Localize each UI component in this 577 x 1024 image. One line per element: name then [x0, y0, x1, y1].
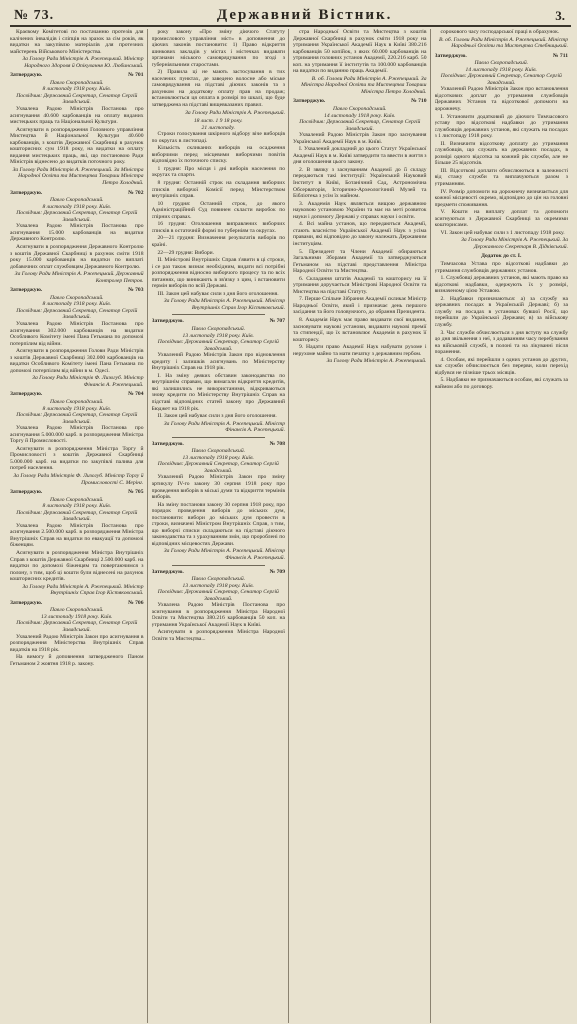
approval-line: 8 листопаду 1918 року. Київ.: [42, 86, 112, 93]
signature-line: За Голову Ради Міністрів А. Ржепецький. Міністр Фінансів А. Ржепецький.: [163, 548, 285, 562]
paragraph: 22—29 грудня: Вибори.: [157, 249, 215, 256]
enactment-number: № 710: [411, 98, 427, 105]
paragraph: II. Закон цей набуває сили з дня його оголошення.: [157, 413, 277, 420]
enactment-header: [152, 441, 286, 448]
signature-line: За Голову Ради Міністрів А. Ржепецький. Міністр Внутрішніх Справ Ігор Кістяковський.: [163, 298, 285, 311]
enactment-header: [10, 391, 144, 398]
approval-line: Посвідчив: Державний Секретар, Сенатор Сергій Завадський.: [16, 412, 138, 425]
enactment-number: № 708: [269, 440, 285, 447]
column-1: [10, 29, 148, 1023]
paragraph: Ухвалений Радою Міністрів Закон про асигнування в розпорядження Міністерства Внутрішніх Справ видатків на 1918 рік.: [10, 633, 144, 653]
approval-label: Затверджую.: [10, 599, 43, 606]
enactment-header: [10, 600, 144, 607]
enactment-number: № 709: [269, 568, 285, 575]
paragraph: Асигнувати в розпорядження Державного Контролю з коштів Державної Скарбниці в рахунок сміти 1918 року 15.000 карбованців на видатки по виплаті добавочних оплат службовцям Державного Контролю.: [10, 243, 144, 270]
paragraph: Асигнувати в розпорядження Міністра Внутрішніх Справ з коштів Державної Скарбниці 2.500.000 карб. на видатки по допомозі біженцям та повертаючимся з полону, з тим, щоб ці кошти були віднесені на рахунок кошторисних кредитів.: [10, 550, 144, 583]
paragraph: 20—21 грудня: Визначення результатів виборів по країні.: [151, 235, 285, 248]
article-columns: [10, 29, 571, 1023]
approval-line: Павло Скоропадський.: [191, 325, 246, 332]
paragraph: VI. Закон цей набуває сили з 1 листопаду 1918 року.: [440, 229, 565, 236]
paragraph: Ухвалений Радою Міністрів Закон про встановлення відсоткових доплат до утримання службовців Державних Установ та відсоткової допомоги на дорожнечу.: [434, 86, 568, 113]
paragraph: Краєвому Комітетові по постачанню протезів для калічених інвалідів і сліпців на зразок за сім років, як видатки на закупівлю матеріалів для протезних майстерень Військового Міністерства.: [10, 29, 144, 55]
approval-line: Павло Скоропадський.: [49, 398, 104, 405]
enactment-number: № 701: [128, 72, 144, 79]
enactment-number: № 711: [552, 52, 568, 59]
paragraph: 16 грудня: Оголошення виправлених виборчих списків в остаточній формі по губерніям та округах.: [151, 221, 285, 234]
signature-line: За Голову Ради Міністрів А. Ржепецький. За Міністра Народної Освіти та Мистецтва Товариш Міністра Петро Холодний.: [12, 166, 144, 187]
paragraph: Ухвалений Радою Міністрів Закон про заснування Української Академії Наук в м. Київі.: [293, 132, 427, 145]
approval-line: Павло Скоропадський.: [191, 448, 246, 455]
paragraph: 5. Президент та Члени Академії обираються Загальними Зборами Академії та затверджуються Гетьманом на підставі представлення Міністра Народної Освіти та Мистецтва.: [293, 248, 427, 275]
paragraph: 3. Академія Наук являється вищою державною науковою установою України та має на меті розвиток науки і допомогу Державі у справах науки і освіти.: [293, 200, 427, 220]
approval-line: 13 листопаду 1918 року. Київ.: [182, 332, 254, 339]
signature-line: В. об. Голови Ради Міністрів А. Ржепецький. За Міністра Народної Освіти та Мистецтва Товариш Міністра Петро Холодний.: [301, 75, 427, 95]
enactment-header: [435, 53, 569, 60]
masthead: [10, 4, 571, 27]
approval-line: Посвідчив: Державний Секретар, Сенатор Сергій Завадський.: [440, 73, 562, 86]
approval-line: Посвідчив: Державний Секретар, Сенатор Сергій Завадський.: [16, 620, 138, 634]
approval-line: Павло Скоропадський.: [49, 294, 104, 301]
paragraph: I. На зміну деяких обставин законодавства по внутрішнім справам, що вимагали відкриття кредитів, які залишились не використаними, відкриваються знову кредити по Міністерству Внутрішніх Справ на підставі відповідних статей закону про Державний Бюджет на 1918 рік.: [151, 372, 285, 412]
paragraph: 8. Академія Наук має право видавати свої видання, засновувати наукові установи, видавати наукові премії та стипендії, що їх встановлює Академія в рахунок її кошторису.: [293, 316, 427, 343]
enactment-header: [10, 287, 144, 294]
paragraph: 5. Надбавки не призначаються особам, які служать за наймом або по договору.: [434, 377, 568, 390]
signature-line: За Голову Ради Міністрів Ф. Лизогуб. Міністр Фінансів А. Ржепецький.: [32, 375, 144, 388]
paragraph: Асигнувати в розпорядження Головного управління Мистецтва й Національної Культури 40.600 карбованців, з коштів Державної Скарбниці в рахунок кошторисних сум 1918 року, на видатки на оплату видання мистецьких праць, які, що постановою Ради Міністрів віднесено до видатків поточного року.: [10, 126, 144, 166]
approval-line: Павло Скоропадський.: [332, 106, 387, 113]
newspaper-title: Державний Вістник.: [216, 7, 393, 23]
section-heading: Додаток до ст. I.: [481, 252, 522, 259]
signature-line: В. об. Голови Ради Міністрів А. Ржепецький. Міністр Народньої Освіти та Мистецтва Стебницький.: [438, 36, 568, 50]
enactment-header: [152, 318, 286, 325]
signature-line: За Голову Ради Міністрів А. Ржепецький. Міністр Фінансів А. Ржепецький.: [163, 420, 285, 434]
signature-line: За Голову Ради Міністрів А. Ржепецький. За Державного Секретаря В. Дідківський.: [461, 237, 568, 250]
paragraph: 2. Надбавки призначаються: а) за службу на державних посадах в Українській Державі; б) за службу на посадах в установах бувшої Росії, що перейшли до Української Держави; в) за військову службу.: [434, 295, 568, 328]
page-number: 3.: [555, 8, 565, 23]
paragraph: Ухвалена Радою Міністрів Постанова про асигнування 2.500.000 карб. в розпорядження Міністра Внутрішніх Справ на видатки по евакуації та допомозі біженцям.: [10, 522, 144, 549]
enactment-header: [10, 190, 144, 197]
paragraph: Ухвалений Радою Міністрів Закон про зміну артикулу IV-го закону 30 серпня 1918 року про проведення виборів в міські думи та відкриття термінів виборів.: [151, 474, 285, 501]
approval-line: Посвідчив: Державний Секретар, Сенатор Сергій Завадський.: [16, 509, 138, 523]
paragraph: Асигнувати в розпорядження Голови Ради Міністрів з коштів Державної Скарбниці 302.000 карбованців на видатки Особливого Комітету імені Пана Гетьмана по допомозі потерпілим від війни в м. Одесі.: [10, 348, 144, 374]
approval-line: 13 листопаду 1918 року. Київ.: [41, 613, 113, 620]
approval-label: Затверджую.: [10, 489, 43, 496]
enactment-number: № 705: [128, 489, 144, 496]
approval-label: Затверджую.: [151, 318, 184, 325]
signature-line: За Голову Ради Міністрів А. Ржепецький.: [326, 358, 427, 365]
paragraph: IV. Розмір допомоги на дорожнечу визначається для кожної місцевості окремо, відповідно до цін на головні предмети споживання.: [434, 188, 568, 208]
approval-label: Затверджую.: [10, 391, 43, 398]
approval-line: 14 листопаду 1918 року. Київ.: [465, 66, 537, 73]
approval-line: Посвідчив: Державний Секретар, Сенатор Сергій Завадський.: [157, 461, 279, 474]
signature-line: За Голову Ради Міністрів А. Ржепецький.: [185, 109, 285, 116]
paragraph: III. Відсоткові доплати обчислюються в залежності від стажу служби та виплачуються разом з утриманням.: [434, 167, 568, 188]
approval-line: 18 лист. 1 9 18 року.: [193, 118, 243, 125]
approval-line: 8 листопаду 1918 року. Київ.: [42, 405, 112, 412]
approval-label: Затверджую.: [434, 52, 467, 59]
paragraph: 4. Всі майна установ, що передаються Академії, стають власністю Української Академії Наук з усіма правами, які відповідно до закону належать Державним інституціям.: [293, 221, 427, 247]
approval-line: 8 листопаду 1918 року. Київ.: [42, 503, 112, 510]
approval-line: Посвідчив: Державний Секретар, Сенатор Сергій Завадський.: [16, 210, 138, 223]
section-divider: [172, 565, 266, 566]
paragraph: 8 грудня: Останній строк на складання виборчих списків виборчої Комісії перед Мінстерством внутрішніх справ.: [151, 180, 285, 200]
approval-label: Затверджую.: [151, 568, 184, 575]
paragraph: Строки голосування шкірного відбору віче виборців по округах в листопаді.: [151, 131, 285, 144]
approval-line: 8 листопаду 1918 року. Київ.: [42, 203, 112, 210]
approval-line: 8 листопаду 1918 року. Київ.: [42, 301, 112, 308]
column-3: [293, 29, 431, 1023]
paragraph: Тимчасова Устава про відсоткові надбавки до утримання службовців державних установ.: [434, 261, 568, 274]
paragraph: На вимогу й доповнення затвердженого Паном Гетьманом 2 жовтня 1918 р. закону.: [10, 654, 144, 667]
paragraph: 7. Перше Спільне Зібрання Академії скликає Міністр Народньої Освіти, який і призначає день першого засідання та його головуючого, до обрання Президента.: [293, 296, 427, 316]
paragraph: Ухвалена Радою Міністрів Постанова про асигнування 5.000.000 карб. в розпорядження Міністра Торгу й Промисловості.: [10, 425, 144, 445]
signature-line: За Голову Ради Міністрів А. Ржепецький. Міністр Внутрішніх Справ Ігор Кістяковський.: [22, 583, 144, 597]
signature-line: За Голову Ради Міністрів А. Ржепецький. Міністр Народного Здоровя й Опікування Ю. Любинський.: [22, 56, 144, 69]
paragraph: I. Установити додатковий до діючого Тимчасового уставу про відсоткові надбавки до утримання службовців державних установ, які служать на посадах з 1 листопаду 1918 року.: [434, 113, 568, 140]
issue-number: № 73.: [14, 8, 55, 23]
approval-label: Затверджую.: [151, 440, 184, 447]
paragraph: II. Міністрові Внутрішніх Справ з'явити в ці строки, і се раз також визнає необхідним, видати всі потрібні розпорядження відносно виборчого процесу та по всіх питаннях, що виникають в зв'язку з цим, і встановити термін виборів по всій Державі.: [151, 257, 285, 290]
enactment-number: № 704: [128, 391, 144, 398]
approval-line: Павло Скоропадський.: [49, 197, 104, 204]
paragraph: На зміну постанови закону 30 серпня 1918 року, про порядок проведення виборів до міських дум, постановити: вибори до міських дум провести в строки, визначені Міністром Внутрішніх Справ, з тим, що виборчі списки складаються на підставі діючого законодавства та з урахуванням змін, що пророблені по відповідних місцевостях Держави.: [151, 501, 285, 547]
approval-line: Павло Скоропадський.: [49, 607, 104, 614]
paragraph: 6. Складання штатів Академії та кошторису на її утримання доручається Міністрові Народної Освіти та Мистецтва на підставі Статуту.: [293, 275, 427, 295]
approval-line: Посвідчив: Державний Секретар, Сенатор Сергій Завадський.: [16, 307, 138, 321]
approval-line: Павло Скоропадський.: [474, 60, 529, 67]
approval-line: Павло Скоропадський.: [49, 496, 104, 503]
paragraph: III. Закон цей набуває сили з дня його оголошення.: [157, 290, 279, 297]
paragraph: стра Народньої Освіти та Мистецтва з коштів Державної Скарбниці в рахунок сміти 1918 року на утримання Української Академії Наук в Київі 380.216 карбованців 50 копійок, з яких 60.000 карбованців на утримання головних установ Академії, 220.216 карб. 50 коп. на утримання її інститутів та 100.000 карбованців на видатки по виданню праць Академії.: [293, 29, 427, 75]
column-2: [152, 29, 290, 1023]
paragraph: I. Ухвалений докладний до цього Статут Української Академії Наук в м. Київі затвердити та ввести в життя з дня оголошення цього закону.: [293, 146, 427, 166]
paragraph: 2. В звязку з заснуванням Академії до її складу передаються такі інституції: Український Науковий Інститут в Київі, Ботанічний Сад, Астрономічна Обсерваторія, Історично-Археологічний Музей та Бібліотека з усім їх майном.: [293, 166, 427, 200]
approval-line: Павло Скоропадський.: [49, 79, 104, 86]
enactment-number: № 706: [128, 599, 144, 606]
approval-label: Затверджую.: [10, 189, 43, 196]
section-divider: [172, 437, 266, 438]
enactment-number: № 707: [269, 318, 285, 325]
enactment-number: № 703: [128, 287, 144, 294]
approval-line: 21 листопаду.: [201, 124, 235, 131]
approval-line: 13 листопаду 1918 року. Київ.: [182, 454, 254, 461]
enactment-header: [10, 489, 144, 496]
approval-line: 14 листопаду 1918 року. Київ.: [324, 112, 396, 119]
approval-line: Посвідчив: Державний Секретар, Сенатор Сергій Завадський.: [157, 339, 279, 352]
paragraph: V. Кошти на виплату доплат та допомоги асигнуються з Державної Скарбниці за окремими кошторисами.: [434, 209, 568, 229]
paragraph: 1 грудня: Про місця і дні виборів населення по округах та спарти.: [151, 165, 285, 179]
paragraph: 1. Службовці державних установ, які мають право на відсоткові надбавки, одержують їх у розмірі, визначеному цією Уставою.: [434, 275, 568, 295]
approval-line: Павло Скоропадський.: [191, 576, 246, 583]
paragraph: 4. Особам, які перейшли з одних установ до других, час служби обчислюється без перерви, коли перехід відбувся не пізніше трьох місяців.: [434, 356, 568, 376]
paragraph: Асигнувати в розпорядження Міністра Торгу й Промисловості з коштів Державної Скарбниці 5.000.000 карб. на видатки по закупівлі палива для потреб населення.: [10, 445, 144, 472]
enactment-header: [152, 569, 286, 576]
section-divider: [172, 314, 266, 315]
enactment-header: [10, 72, 144, 79]
signature-line: За Голову Ради Міністрів Ф. Лизогуб. Міністр Торгу й Промисловості С. Мерінг.: [13, 473, 144, 486]
enactment-number: № 702: [128, 189, 144, 196]
paragraph: Ухвалена Радою Міністрів Постанова про асигнування 302.000 карбованців на видатки Особливого Комітету імені Пана Гетьмана по допомозі потерпілим від війни.: [10, 320, 144, 347]
paragraph: 3. Час служби обчислюється з дня вступу на службу до дня звільнення з неї, з додаванням часу перебування на військовій службі, в полоні та на лікуванні після поранення.: [434, 329, 568, 356]
paragraph: 9. Надати право Академії Наук набувати рухоме і нерухоме майно та мати печатку з державним гербом.: [293, 344, 427, 357]
paragraph: Асигнувати в розпорядження Міністра Народної Освіти та Мистецтва...: [151, 629, 285, 643]
approval-label: Затверджую.: [10, 72, 43, 79]
paragraph: 2) Правила ці не мають застосування в тих населених пунктах, де заведено волосне або міське самоврядування на підставі діючих законів та з рахунком на додаткову оплату прав на продаж; встановлюється ця оплата в розмірі по шкалі, що буде затверджена на підставі вищевказаних правил.: [151, 69, 285, 109]
column-4: [435, 29, 572, 1023]
approval-label: Затверджую.: [293, 98, 326, 105]
paragraph: Ухвалений Радою Міністрів Закон про відновлення кредиту і залишків асигнувань по Міністерству Внутрішніх Справ на 1918 рік.: [151, 352, 285, 372]
enactment-header: [293, 98, 427, 105]
paragraph: 10 грудня: Останній строк, до якого Адміністраційний Суд повинен скласти виробок по спірних справах.: [151, 200, 285, 220]
approval-line: Посвідчив: Державний Секретар, Сенатор Сергій Завадський.: [16, 92, 138, 106]
signature-line: За Голову Ради Міністрів А. Ржепецький. Державний Контролер Петров.: [14, 271, 144, 284]
paragraph: II. Визначити відсоткову доплату до утримання службовців, що служать на державних посадах, в розмірі одного відсотка за кожний рік служби, але не більше 25 відсотків.: [434, 140, 568, 167]
approval-label: Затверджую.: [10, 287, 43, 294]
paragraph: Кількість скликаних виборців на осадження виборчими перед місцевими виборчими повітів відповідно їх поточного списку.: [151, 145, 285, 165]
approval-line: Посвідчив: Державний Секретар, Сенатор Сергій Завадський.: [157, 589, 279, 602]
paragraph: сорокового часу господарської праці в обрахунок.: [440, 29, 560, 35]
paragraph: Ухвалена Радою Міністрів Постанова про асигнування 15.000 карбованців на видатки Державного Контролю.: [10, 223, 144, 243]
paragraph: Ухвалена Радою Міністрів Постанова про асигнування 40.600 карбованців на оплату виданих мистецьких праць та Національної Культури.: [10, 106, 144, 126]
paragraph: Ухвалена Радою Міністрів Постанова про асигнування в розпорядження Міністра Народної Освіти та Мистецтва 380.216 карбованців 50 коп. на утримання Української Академії Наук в Київі.: [151, 602, 285, 628]
approval-line: Посвідчив: Державний Секретар, Сенатор Сергій Завадський.: [299, 119, 421, 132]
approval-line: 13 листопаду 1918 року. Київ.: [182, 582, 254, 589]
paragraph: року закону «Про зміну діючого Статуту промислового управління міст» в доповнення до діючих законів постановити: 1) Право відкриття шинкових закладів у містах і містечках видавати органами міського самоврядування по згоді з губерніяльними старостами.: [151, 29, 285, 68]
